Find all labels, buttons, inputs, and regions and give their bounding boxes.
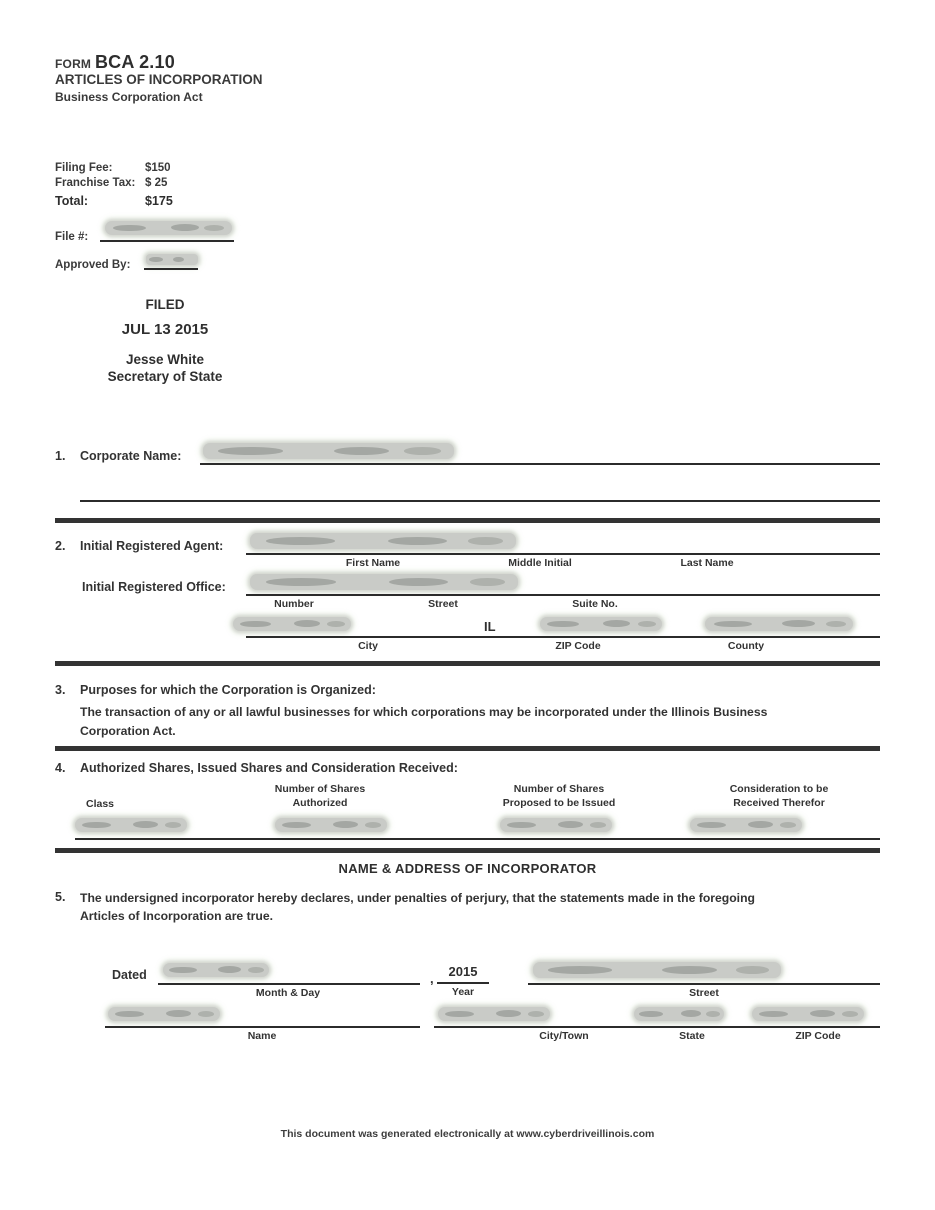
document-title: ARTICLES OF INCORPORATION xyxy=(55,72,263,87)
column-header-consideration-line2: Received Therefor xyxy=(733,797,825,810)
form-code-line xyxy=(55,52,175,73)
column-header-authorized-line1: Number of Shares xyxy=(274,783,366,795)
section-3-heading: Purposes for which the Corporation is Organized: xyxy=(80,683,376,697)
filed-stamp-label: FILED xyxy=(145,297,185,312)
section-2-office-label: Initial Registered Office: xyxy=(82,580,226,594)
caption-year: Year xyxy=(451,986,475,998)
section-3-body-line-2: Corporation Act. xyxy=(80,724,176,738)
office-county-redaction xyxy=(705,617,853,631)
total-label: Total: xyxy=(55,194,89,208)
street-underline xyxy=(528,983,880,985)
incorporator-zip-redaction xyxy=(752,1007,864,1021)
caption-number: Number xyxy=(274,598,314,610)
registered-agent-underline xyxy=(246,553,880,555)
caption-city-town: City/Town xyxy=(539,1030,589,1042)
caption-month-day: Month & Day xyxy=(255,987,321,999)
section-3-number: 3. xyxy=(55,683,66,697)
month-day-redaction xyxy=(163,963,269,977)
incorporator-name-underline xyxy=(105,1026,420,1028)
approved-by-label: Approved By: xyxy=(55,259,131,271)
caption-name: Name xyxy=(247,1030,277,1042)
section-4-number: 4. xyxy=(55,761,66,775)
caption-middle-initial: Middle Initial xyxy=(508,557,572,569)
dated-label: Dated xyxy=(112,968,147,982)
approved-by-redaction xyxy=(146,254,198,265)
column-header-authorized-line2: Authorized xyxy=(292,797,348,810)
section-2-number: 2. xyxy=(55,539,66,553)
divider-3 xyxy=(55,746,880,751)
corporate-name-redaction xyxy=(203,443,454,459)
section-3-body-line-1: The transaction of any or all lawful businesses for which corporations may be incorporated under the Illinois Business xyxy=(80,705,768,719)
street-redaction xyxy=(533,962,781,978)
caption-suite-no: Suite No. xyxy=(572,598,618,610)
year-underline xyxy=(437,982,489,984)
column-header-consideration-line1: Consideration to be xyxy=(729,783,829,795)
filing-fee-value: $150 xyxy=(145,162,171,174)
incorporator-banner: NAME & ADDRESS OF INCORPORATOR xyxy=(338,861,597,876)
column-header-proposed-issued-line1: Number of Shares xyxy=(513,783,605,795)
section-1-label: Corporate Name: xyxy=(80,449,182,463)
section-5-number: 5. xyxy=(55,890,66,904)
column-header-authorized xyxy=(245,782,395,810)
franchise-tax-value: $ 25 xyxy=(145,177,168,189)
column-header-class-line2: Class xyxy=(85,798,115,810)
caption-first-name: First Name xyxy=(345,557,401,569)
shares-class-redaction xyxy=(75,818,187,832)
column-header-consideration xyxy=(700,782,858,810)
filed-stamp-official-title: Secretary of State xyxy=(107,369,223,384)
office-zip-redaction xyxy=(540,617,662,631)
month-day-underline xyxy=(158,983,420,985)
file-number-label: File #: xyxy=(55,231,89,243)
divider-2 xyxy=(55,661,880,666)
divider-1 xyxy=(55,518,880,523)
caption-street-incorporator: Street xyxy=(689,987,719,999)
registered-agent-redaction xyxy=(250,533,516,549)
column-header-proposed-issued xyxy=(480,782,638,810)
filed-stamp-date: JUL 13 2015 xyxy=(121,321,209,338)
column-header-class xyxy=(45,797,155,811)
section-1-number: 1. xyxy=(55,449,66,463)
shares-proposed-redaction xyxy=(500,818,612,832)
franchise-tax-label: Franchise Tax: xyxy=(55,177,136,189)
caption-last-name: Last Name xyxy=(680,557,734,569)
shares-row-underline xyxy=(75,838,880,840)
caption-state: State xyxy=(679,1030,705,1042)
incorporator-city-redaction xyxy=(438,1007,550,1021)
caption-city: City xyxy=(358,640,378,652)
section-5-body-line-1: The undersigned incorporator hereby declares, under penalties of perjury, that the statements made in the foregoing xyxy=(80,891,755,905)
file-number-underline xyxy=(100,240,234,242)
registered-office-underline xyxy=(246,594,880,596)
incorporator-name-redaction xyxy=(108,1007,220,1021)
registered-office-redaction xyxy=(250,574,518,590)
caption-zip-code-incorporator: ZIP Code xyxy=(795,1030,841,1042)
column-header-proposed-issued-line2: Proposed to be Issued xyxy=(502,797,616,810)
caption-street: Street xyxy=(428,598,458,610)
office-city-underline xyxy=(246,636,880,638)
date-comma-separator: , xyxy=(430,971,434,986)
section-4-heading: Authorized Shares, Issued Shares and Consideration Received: xyxy=(80,761,458,775)
total-value: $175 xyxy=(145,194,173,208)
office-city-redaction xyxy=(233,617,351,631)
year-value: 2015 xyxy=(448,964,478,979)
office-state-fixed: IL xyxy=(484,619,496,634)
incorporator-state-redaction xyxy=(634,1007,724,1021)
form-prefix-label: FORM xyxy=(55,57,92,71)
file-number-redaction xyxy=(105,221,232,235)
incorporator-address-underline xyxy=(434,1026,880,1028)
filed-stamp-official-name: Jesse White xyxy=(125,352,205,367)
corporate-name-underline-2 xyxy=(80,500,880,502)
section-2-agent-label: Initial Registered Agent: xyxy=(80,539,224,553)
divider-4 xyxy=(55,848,880,853)
shares-authorized-redaction xyxy=(275,818,387,832)
approved-by-underline xyxy=(144,268,198,270)
footer-text: This document was generated electronically at www.cyberdriveillinois.com xyxy=(280,1128,655,1140)
corporate-name-underline xyxy=(200,463,880,465)
filing-fee-label: Filing Fee: xyxy=(55,162,113,174)
shares-consideration-redaction xyxy=(690,818,802,832)
caption-zip-code: ZIP Code xyxy=(555,640,601,652)
caption-county: County xyxy=(727,640,765,652)
document-subtitle: Business Corporation Act xyxy=(55,90,203,104)
section-5-body-line-2: Articles of Incorporation are true. xyxy=(80,909,274,923)
form-code-label: BCA 2.10 xyxy=(94,52,175,72)
